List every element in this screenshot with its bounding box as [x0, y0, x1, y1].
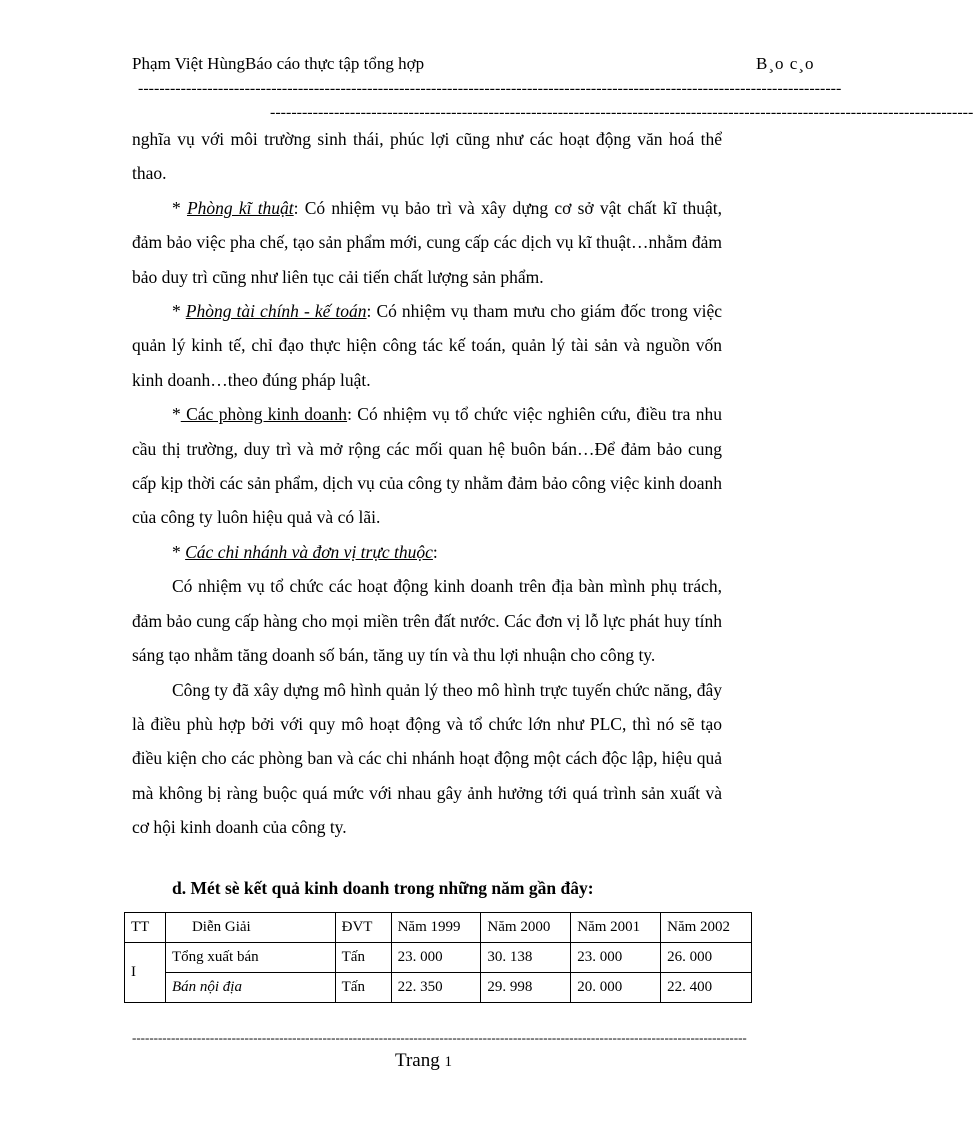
bullet: * [172, 404, 181, 425]
section-heading: d. Mét sè kết quả kinh doanh trong những năm gần đây: [172, 878, 594, 898]
business-results-table [124, 912, 752, 1003]
table-cell: 20. 000 [571, 973, 661, 1003]
table-row [125, 943, 752, 973]
technical-dept-title: Phòng kĩ thuật [186, 197, 294, 218]
paragraph-management-model: Công ty đã xây dựng mô hình quản lý theo mô hình trực tuyến chức năng, đây là điều phù hợp bởi với quy mô hoạt động và tổ chức lớn như PLC, thì nó sẽ tạo điều kiện cho các phòng ban và các chi nhánh hoạt động một cách độc lập, hiệu quả mà không bị ràng buộc quá mức với nhau gây ảnh hưởng tới quá trình sản xuất và cơ hội kinh doanh của công ty. [132, 679, 722, 838]
paragraph-branches [132, 535, 722, 569]
footer-rule: ---------------------------------------------------------------------------------------------------------------------------------------------- [132, 1030, 747, 1045]
table-cell: 26. 000 [661, 943, 752, 973]
header-rule-2: ------------------------------------------------------------------------------------------------------------------------------------ [270, 104, 973, 121]
table-header-cell: ĐVT [335, 913, 391, 943]
header-title: Phạm Việt HùngBáo cáo thực tập tổng hợp [132, 54, 425, 73]
paragraph-business-dept [132, 397, 722, 535]
table-header-cell: Năm 1999 [391, 913, 481, 943]
table-cell: 22. 350 [391, 973, 481, 1003]
paragraph-1: nghĩa vụ với môi trường sinh thái, phúc lợi cũng như các hoạt động văn hoá thể thao. [132, 129, 722, 184]
table-cell: 23. 000 [391, 943, 481, 973]
finance-dept-text: : Có nhiệm vụ tham mưu cho giám đốc trong việc quản lý kinh tế, chỉ đạo thực hiện công tác kế toán, quản lý tài sản và nguồn vốn kinh doanh…theo đúng pháp luật. [132, 301, 722, 390]
table-cell: Tấn [335, 943, 391, 973]
table-header-cell: Năm 2001 [571, 913, 661, 943]
table-header-cell: Năm 2000 [481, 913, 571, 943]
table-cell: 22. 400 [661, 973, 752, 1003]
table-cell: Tổng xuất bán [165, 943, 335, 973]
technical-dept-text: : Có nhiệm vụ bảo trì và xây dựng cơ sở vật chất kĩ thuật, đảm bảo việc pha chế, tạo sản phẩm mới, cung cấp các dịch vụ kĩ thuật…nhằm đảm bảo duy trì cũng như liên tục cải tiến chất lượng sản phẩm. [132, 197, 722, 287]
table-group-cell: I [125, 943, 166, 1003]
bullet: * [172, 197, 187, 218]
paragraph-finance-dept [132, 294, 722, 397]
business-dept-text: : Có nhiệm vụ tổ chức việc nghiên cứu, điều tra nhu cầu thị trường, duy trì và mở rộng các mối quan hệ buôn bán…Để đảm bảo cung cấp kịp thời các sản phẩm, dịch vụ của công ty nhằm đảm bảo công việc kinh doanh của công ty luôn hiệu quả và có lãi. [132, 404, 722, 528]
table-cell: Bán nội địa [165, 973, 335, 1003]
table-header-row [125, 913, 752, 943]
table-row [125, 973, 752, 1003]
paragraph-branches-duties: Có nhiệm vụ tổ chức các hoạt động kinh doanh trên địa bàn mình phụ trách, đảm bảo cung cấp hàng cho mọi miền trên đất nước. Các đơn vị lỗ lực phát huy tính sáng tạo nhằm tăng doanh số bán, tăng uy tín và thu lợi nhuận cho công ty. [132, 576, 722, 666]
table-cell: 23. 000 [571, 943, 661, 973]
finance-dept-title: Phòng tài chính - kế toán [185, 301, 367, 322]
business-dept-title: Các phòng kinh doanh [180, 404, 348, 425]
document-body [132, 122, 722, 845]
table-cell: Tấn [335, 973, 391, 1003]
table-cell: 30. 138 [481, 943, 571, 973]
branches-colon: : [432, 541, 438, 562]
header-rule-1: ------------------------------------------------------------------------------------------------------------------------------------ [138, 80, 842, 97]
paragraph-technical-dept [132, 191, 722, 294]
bullet: * [172, 541, 186, 562]
branches-title: Các chi nhánh và đơn vị trực thuộc [185, 541, 433, 562]
table-header-cell: Năm 2002 [661, 913, 752, 943]
table-cell: 29. 998 [481, 973, 571, 1003]
page-label: Trang [395, 1050, 440, 1071]
page-number: 1 [444, 1054, 452, 1070]
table-header-cell: Diễn Giải [165, 913, 335, 943]
page-footer [395, 1050, 452, 1072]
bullet: * [172, 301, 186, 322]
table-header-cell: TT [125, 913, 166, 943]
header-right-label: B¸o c¸o [756, 54, 815, 73]
